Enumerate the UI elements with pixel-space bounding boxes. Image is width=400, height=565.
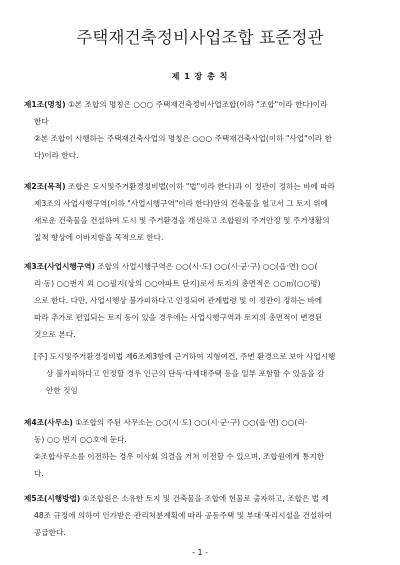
article-1-line-3: ②본 조합이 시행하는 주택재건축사업의 명칭은 ○○○ 주택재건축사업(이하 "사업"이라 한 <box>34 134 333 143</box>
document-title: 주택재건축정비사업조합 표준정관 <box>76 28 324 47</box>
article-5-line-1: 제5조(시행방법) ①조합원은 소유한 토지 및 건축물을 조합에 현물로 출자하고, 조합은 법 제 <box>24 494 329 503</box>
article-2-line-3: 새로운 건축물을 건설하여 도시 및 주거환경을 개선하고 조합원의 주거안정 및 주거생활의 <box>34 216 330 225</box>
note-line-2: 상 불가피하다고 인정할 경우 인근의 단독·다세대주택 등을 일부 포함할 수 있음을 감 <box>46 369 325 378</box>
article-5-heading: 제5조(시행방법) <box>24 494 81 503</box>
article-3-heading: 제3조(사업시행구역) <box>24 262 95 271</box>
chapter-heading: 제 1 장 총 칙 <box>171 72 229 81</box>
article-5 <box>24 490 376 541</box>
article-3-line-4: 따라 추가로 편입되는 토지 등이 있을 경우에는 사업시행구역과 토지의 총면적이 변경된 <box>34 313 323 322</box>
article-3-line-2: 리·동) ○○번지 외 ○○필지(상의 ○○아파트 단지)로서 토지의 총면적은 ○○㎡(○○평) <box>34 279 321 288</box>
article-1-line-2: 한다 <box>34 117 49 126</box>
note-block <box>34 348 374 399</box>
article-2-line-4: 질적 향상에 이바지함을 목적으로 한다. <box>34 233 164 242</box>
article-3-line-1: 제3조(사업시행구역) 조합의 사업시행구역은 ○○(시·도) ○○(시·군·구) ○○(읍·면) ○○( <box>24 262 318 271</box>
article-4-line-3: ②조합사무소를 이전하는 경우 이사회 의결을 거쳐 이전할 수 있으며, 조합원에게 통지한 <box>34 452 325 461</box>
article-1-line-4: 다)이라 한다. <box>34 151 79 160</box>
article-3-line-5: 것으로 본다. <box>34 330 76 339</box>
article-4-line-2: 동) ○○ 번지 ○○호에 둔다. <box>34 435 127 444</box>
article-1-line-1: 제1조(명칭) ①본 조합의 명칭은 ○○○ 주택재건축정비사업조합(이하 "조합"이라 한다)이라 <box>24 100 328 109</box>
article-2-heading: 제2조(목적) <box>24 182 66 191</box>
article-5-line-3: 공급한다. <box>34 528 66 537</box>
article-1-heading: 제1조(명칭) <box>24 100 66 109</box>
article-5-line-2: 48조 규정에 의하여 인가받은 관리처분계획에 따라 공동주택 및 부대·복리시설을 건설하여 <box>34 511 332 520</box>
article-2-line-1: 제2조(목적) 조합은 도시및주거환경정비법(이하 "법"이라 한다)과 이 정관이 정하는 바에 따라 <box>24 182 335 191</box>
note-line-1: [주] 도시및주거환경정비법 제6조제3항에 근거하여 지형여건, 주변 환경으로 보아 사업시행 <box>34 352 336 361</box>
article-3-line-3: 으로 한다. 다만, 사업시행상 불가피하다고 인정되어 관계법령 및 이 정관이 정하는 바에 <box>34 296 323 305</box>
article-4-heading: 제4조(사무소) <box>24 418 73 427</box>
page-number: - 1 - <box>192 548 208 557</box>
note-line-3: 안한 것임 <box>46 386 78 395</box>
article-4 <box>24 414 376 482</box>
article-2 <box>24 178 376 246</box>
article-3 <box>24 258 376 343</box>
article-4-line-4: 다. <box>34 469 44 478</box>
article-2-line-2: 제3조의 사업시행구역(이하 "사업시행구역"이라 한다)안의 건축물을 헐고서 그 토지 위에 <box>34 199 328 208</box>
article-1 <box>24 96 376 164</box>
article-4-line-1: 제4조(사무소) ①조합의 주된 사무소는 ○○(시·도) ○○(시·군·구) ○○(읍·면) ○○(리· <box>24 418 308 427</box>
